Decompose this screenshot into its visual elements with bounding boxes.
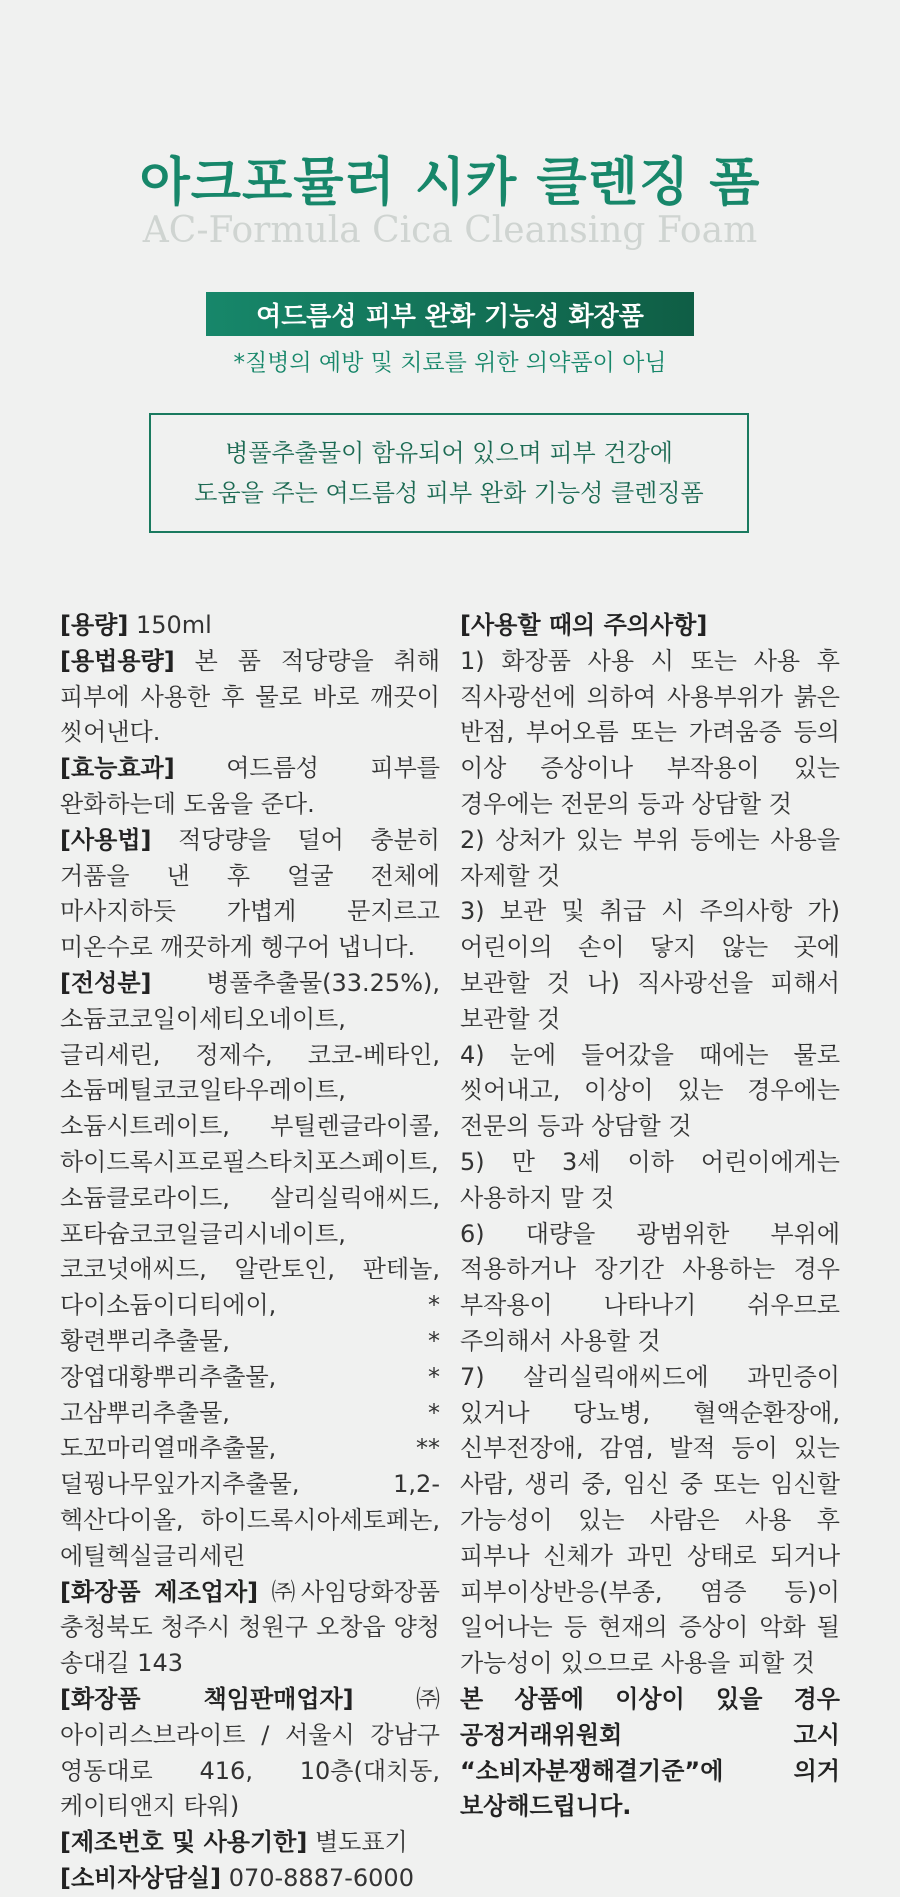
info-manufacturer bbox=[60, 1575, 440, 1682]
compensation-notice: 본 상품에 이상이 있을 경우 공정거래위원회 고시 “소비자분쟁해결기준”에 의거 보상해드립니다. bbox=[460, 1684, 840, 1821]
cautions-column bbox=[460, 608, 840, 1825]
usage-amount-label: [용법용량] bbox=[60, 646, 175, 675]
info-ingredients bbox=[60, 966, 440, 1575]
info-usage-amount bbox=[60, 644, 440, 751]
efficacy-label: [효능효과] bbox=[60, 754, 175, 783]
callout-line-2: 도움을 주는 여드름성 피부 완화 기능성 클렌징폼 bbox=[194, 479, 704, 507]
lot-value: 별도표기 bbox=[314, 1828, 408, 1857]
usage-amount-value: 본 품 적당량을 취해 피부에 사용한 후 물로 바로 깨끗이 씻어낸다. bbox=[60, 646, 440, 747]
how-to-value: 적당량을 덜어 충분히 거품을 낸 후 얼굴 전체에 마사지하듯 가볍게 문지르고 미온수로 깨끗하게 헹구어 냅니다. bbox=[60, 825, 440, 962]
cautions-heading: [사용할 때의 주의사항] bbox=[460, 611, 708, 639]
ingredients-value: 병풀추출물(33.25%), 소듐코코일이세티오네이트, 글리세린, 정제수, 코코-베타인, 소듐메틸코코일타우레이트, 소듐시트레이트, 부틸렌글라이콜, 하이드록시프로필스타치포스페이트, 소듐클로라이드, 살리실릭애씨드, 포타슘코코일글리시네이트, 코코넛애씨드, 알란토인, 판테놀, 다이소듐이디티에이, *황련뿌리추출물, *장엽대황뿌리추출물, *고삼뿌리추출물, *도꼬마리열매추출물, **덜꿩나무잎가지추출물, 1,2-헥산다이올, 하이드록시아세토페논, 에틸헥실글리세린 bbox=[60, 968, 440, 1570]
caution-item: 2) 상처가 있는 부위 등에는 사용을 자제할 것 bbox=[460, 825, 840, 890]
caution-item: 4) 눈에 들어갔을 때에는 물로 씻어내고, 이상이 있는 경우에는 전문의 등과 상담할 것 bbox=[460, 1040, 840, 1141]
info-efficacy bbox=[60, 751, 440, 823]
caution-item: 1) 화장품 사용 시 또는 사용 후 직사광선에 의하여 사용부위가 붉은 반점, 부어오름 또는 가려움증 등의 이상 증상이나 부작용이 있는 경우에는 전문의 등과 상담할 것 bbox=[460, 646, 840, 818]
callout-line-1: 병풀추출물이 함유되어 있으며 피부 건강에 bbox=[225, 439, 673, 467]
seller-value: ㈜아이리스브라이트 / 서울시 강남구 영동대로 416, 10층(대치동, 케이티앤지 타워) bbox=[60, 1684, 440, 1821]
how-to-label: [사용법] bbox=[60, 825, 152, 854]
caution-item: 5) 만 3세 이하 어린이에게는 사용하지 말 것 bbox=[460, 1147, 840, 1212]
caution-item: 7) 살리실릭애씨드에 과민증이 있거나 당뇨병, 혈액순환장애, 신부전장애, 감염, 발적 등이 있는 사람, 생리 중, 임신 중 또는 임신할 가능성이 있는 사람은 사용 후 피부나 신체가 과민 상태로 되거나 피부이상반응(부종, 염증 등)이 일어나는 등 현재의 증상이 악화 될 가능성이 있으므로 사용을 피할 것 bbox=[460, 1362, 840, 1678]
product-info-column bbox=[60, 608, 440, 1897]
manufacturer-label: [화장품 제조업자] bbox=[60, 1577, 259, 1606]
consumer-phone: 070-8887-6000 bbox=[228, 1863, 414, 1892]
product-description-box bbox=[149, 413, 749, 533]
info-consumer-center bbox=[60, 1861, 440, 1897]
efficacy-value: 여드름성 피부를 완화하는데 도움을 준다. bbox=[60, 754, 440, 818]
info-seller bbox=[60, 1682, 440, 1825]
product-subtitle-en: AC-Formula Cica Cleansing Foam bbox=[142, 210, 758, 251]
ingredients-label: [전성분] bbox=[60, 968, 152, 997]
medicine-disclaimer: *질병의 예방 및 치료를 위한 의약품이 아님 bbox=[233, 350, 667, 376]
lot-label: [제조번호 및 사용기한] bbox=[60, 1828, 308, 1857]
consumer-label: [소비자상담실] bbox=[60, 1863, 222, 1892]
volume-value: 150ml bbox=[135, 611, 212, 639]
info-lot bbox=[60, 1825, 440, 1861]
caution-item: 3) 보관 및 취급 시 주의사항 가) 어린이의 손이 닿지 않는 곳에 보관할 것 나) 직사광선을 피해서 보관할 것 bbox=[460, 897, 840, 1033]
caution-item: 6) 대량을 광범위한 부위에 적용하거나 장기간 사용하는 경우 부작용이 나타나기 쉬우므로 주의해서 사용할 것 bbox=[460, 1219, 840, 1355]
functional-cosmetic-badge: 여드름성 피부 완화 기능성 화장품 bbox=[206, 292, 694, 336]
seller-label: [화장품 책임판매업자] bbox=[60, 1684, 354, 1713]
manufacturer-value: ㈜사임당화장품 충청북도 청주시 청원구 오창읍 양청 송대길 143 bbox=[60, 1577, 440, 1678]
info-how-to bbox=[60, 823, 440, 966]
product-title: 아크포뮬러 시카 클렌징 폼 bbox=[139, 153, 761, 213]
info-volume bbox=[60, 608, 440, 644]
volume-label: [용량] bbox=[60, 611, 129, 639]
